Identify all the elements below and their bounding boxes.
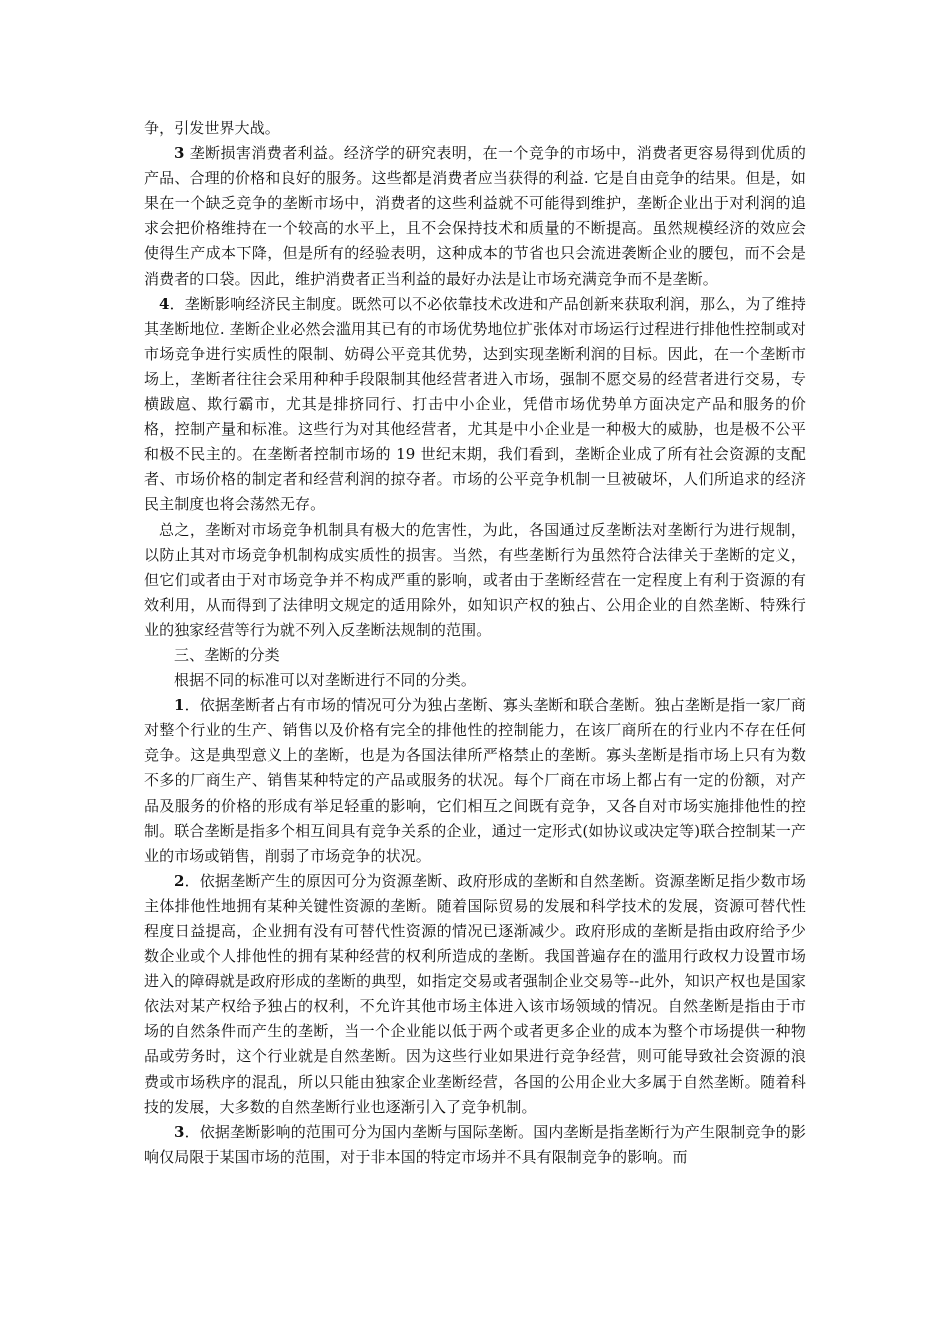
paragraph-classification-2 — [144, 869, 806, 1120]
paragraph-summary — [144, 518, 806, 643]
paragraph-number: 3 — [174, 144, 185, 163]
paragraph-number: 4 — [159, 294, 170, 313]
paragraph-text: 垄断损害消费者利益。经济学的研究表明，在一个竞争的市场中，消费者更容易得到优质的产品、合理的价格和良好的服务。这些都是消费者应当获得的利益. 它是自由竞争的结果。但是，如果在一个缺乏竞争的垄断市场中，消费者的这些利益就不可能得到维护，垄断企业出于对利润的追求会把价格维持在一个较高的水平上，且不会保持技术和质量的不断提高。虽然规模经济的效应会使得生产成本下降，但是所有的经验表明，这种成本的节省也只会流进袭断企业的腰包，而不会是消费者的口袋。因此，维护消费者正当利益的最好办法是让市场充满竞争而不是垄断。 — [144, 144, 806, 288]
paragraph-number: 1 — [174, 696, 185, 715]
paragraph-text: ．依据垄断者占有市场的情况可分为独占垄断、寡头垄断和联合垄断。独占垄断是指一家厂商对整个行业的生产、销售以及价格有完全的排他性的控制能力，在该厂商所在的行业内不存在任何竞争。这是典型意义上的垄断，也是为各国法律所严格禁止的垄断。寡头垄断是指市场上只有为数不多的厂商生产、销售某种特定的产品或服务的状况。每个厂商在市场上都占有一定的份额，对产品及服务的价格的形成有举足轻重的影响，它们相互之间既有竞争，又各自对市场实施排他性的控制。联合垄断是指多个相互间具有竞争关系的企业，通过一定形式(如协议或决定等)联合控制某一产业的市场或销售，削弱了市场竞争的状况。 — [144, 696, 806, 865]
paragraph-text: ．垄断影响经济民主制度。既然可以不必依靠技术改进和产品创新来获取利润，那么，为了维持其垄断地位. 垄断企业必然会滥用其已有的市场优势地位扩张体对市场运行过程进行排他性控制或对市场竞争进行实质性的限制、妨碍公平竞其优势，达到实现垄断利润的目标。因此，在一个垄断市场上，垄断者往往会采用种种手段限制其他经营者进入市场，强制不愿交易的经营者进行交易，专横跋扈、欺行霸市，尤其是排挤同行、打击中小企业，凭借市场优势单方面决定产品和服务的价格，控制产量和标准。这些行为对其他经营者，尤其是中小企业是一种极大的威胁，也是极不公平和极不民主的。在垄断者控制市场的 19 世纪末期，我们看到，垄断企业成了所有社会资源的支配者、市场价格的制定者和经营利润的掠夺者。市场的公平竞争机制一旦被破坏，人们所追求的经济民主制度也将会荡然无存。 — [144, 294, 806, 514]
paragraph-text: ．依据垄断影响的范围可分为国内垄断与国际垄断。国内垄断是指垄断行为产生限制竞争的影响仅局限于某国市场的范围，对于非本国的特定市场并不具有限制竞争的影响。而 — [144, 1122, 806, 1166]
section-heading — [144, 643, 806, 668]
paragraph-text: 争，引发世界大战。 — [144, 119, 280, 137]
paragraph-classification-3 — [144, 1120, 806, 1170]
paragraph-text: ．依据垄断产生的原因可分为资源垄断、政府形成的垄断和自然垄断。资源垄断足指少数市场主体排他性地拥有某种关键性资源的垄断。随着国际贸易的发展和科学技术的发展，资源可替代性程度日益提高，企业拥有没有可替代性资源的情况已逐渐减少。政府形成的垄断是指由政府给予少数企业或个人排他性的拥有某种经营的权利所造成的垄断。我国普遍存在的滥用行政权力设置市场进入的障碍就是政府形成的垄断的典型，如指定交易或者强制企业交易等--此外，知识产权也是国家依法对某产权给予独占的权利，不允许其他市场主体进入该市场领域的情况。自然垄断是指由于市场的自然条件而产生的垄断，当一个企业能以低于两个或者更多企业的成本为整个市场提供一种物品或劳务时，这个行业就是自然垄断。因为这些行业如果进行竞争经营，则可能导致社会资源的浪费或市场秩序的混乱，所以只能由独家企业垄断经营，各国的公用企业大多属于自然垄断。随着科技的发展，大多数的自然垄断行业也逐渐引入了竞争机制。 — [144, 871, 806, 1116]
section-heading-text: 三、垄断的分类 — [174, 645, 280, 664]
paragraph-classification-intro — [144, 668, 806, 693]
paragraph-number: 2 — [174, 871, 185, 890]
paragraph-continuation — [144, 116, 806, 141]
paragraph-consumer-harm — [144, 141, 806, 292]
paragraph-economic-democracy — [144, 292, 806, 518]
paragraph-text: 总之，垄断对市场竞争机制具有极大的危害性，为此，各国通过反垄断法对垄断行为进行规制，以防止其对市场竞争机制构成实质性的损害。当然，有些垄断行为虽然符合法律关于垄断的定义，但它们或者由于对市场竞争并不构成严重的影响，或者由于垄断经营在一定程度上有利于资源的有效利用，从而得到了法律明文规定的适用除外，如知识产权的独占、公用企业的自然垄断、特殊行业的独家经营等行为就不列入反垄断法规制的范围。 — [144, 520, 806, 639]
paragraph-number: 3 — [174, 1122, 185, 1141]
paragraph-text: 根据不同的标准可以对垄断进行不同的分类。 — [174, 671, 477, 690]
document-body — [144, 116, 806, 1170]
paragraph-classification-1 — [144, 693, 806, 869]
